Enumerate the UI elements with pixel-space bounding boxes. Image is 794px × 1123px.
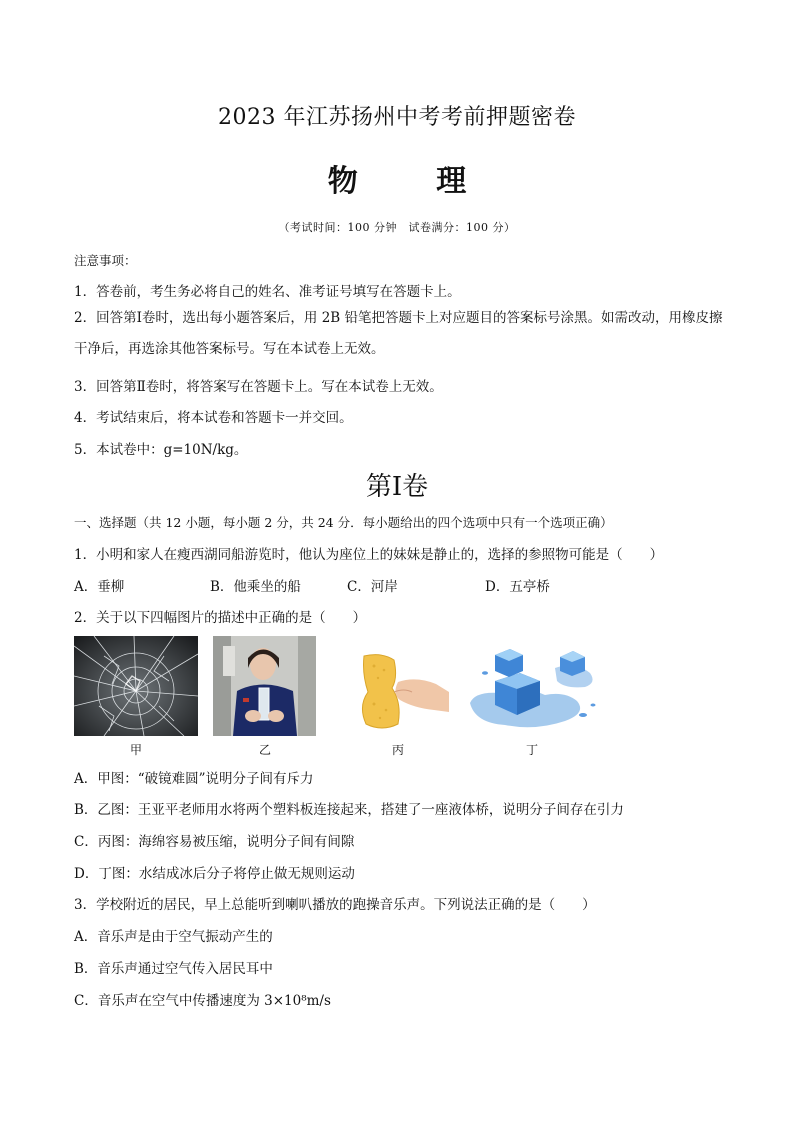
question-1-option-a: A．垂柳 xyxy=(74,579,125,595)
question-3-stem: 3．学校附近的居民，早上总能听到喇叭播放的跑操音乐声。下列说法正确的是（ ） xyxy=(74,897,596,913)
question-2-stem: 2．关于以下四幅图片的描述中正确的是（ ） xyxy=(74,610,367,626)
question-1-option-d: D．五亭桥 xyxy=(485,579,550,595)
sponge-image xyxy=(354,648,449,734)
exam-info: （考试时间：100 分钟 试卷满分：100 分） xyxy=(278,221,516,234)
notice-item-3: 3．回答第Ⅱ卷时，将答案写在答题卡上。写在本试卷上无效。 xyxy=(74,379,443,395)
broken-glass-image xyxy=(74,636,198,736)
caption-bing: 丙 xyxy=(391,743,404,757)
question-2-option-a: A．甲图：“破镜难圆”说明分子间有斥力 xyxy=(74,771,314,787)
exam-title: 2023 年江苏扬州中考考前押题密卷 xyxy=(218,105,576,130)
astronaut-liquid-bridge-image xyxy=(213,636,316,736)
question-3-option-c: C．音乐声在空气中传播速度为 3×10⁸m/s xyxy=(74,993,331,1009)
question-2-option-c: C．丙图：海绵容易被压缩，说明分子间有间隙 xyxy=(74,834,355,850)
question-3-option-b: B．音乐声通过空气传入居民耳中 xyxy=(74,961,273,977)
question-2-option-d: D．丁图：水结成冰后分子将停止做无规则运动 xyxy=(74,866,355,882)
notice-item-2: 2．回答第Ⅰ卷时，选出每小题答案后，用 2B 铅笔把答题卡上对应题目的答案标号涂黑。如需改动，用橡皮擦干净后，再选涂其他答案标号。写在本试卷上无效。 xyxy=(74,310,723,357)
notice-item-1: 1．答卷前，考生务必将自己的姓名、准考证号填写在答题卡上。 xyxy=(74,284,461,300)
ice-cubes-image xyxy=(465,643,600,733)
caption-ding: 丁 xyxy=(525,743,538,757)
question-2-option-b: B．乙图：王亚平老师用水将两个塑料板连接起来，搭建了一座液体桥，说明分子间存在引力 xyxy=(74,802,624,818)
notice-item-4: 4．考试结束后，将本试卷和答题卡一并交回。 xyxy=(74,410,353,426)
question-3-option-a: A．音乐声是由于空气振动产生的 xyxy=(74,929,273,945)
question-1-option-b: B．他乘坐的船 xyxy=(210,579,301,595)
part-heading: 一、选择题（共 12 小题，每小题 2 分，共 24 分．每小题给出的四个选项中只有一个选项正确） xyxy=(74,515,613,530)
caption-jia: 甲 xyxy=(129,743,142,757)
notice-heading: 注意事项： xyxy=(74,253,137,268)
section-title: 第Ⅰ卷 xyxy=(365,472,429,502)
question-1-option-c: C．河岸 xyxy=(347,579,398,595)
notice-item-5: 5．本试卷中：g=10N/kg。 xyxy=(74,442,248,458)
question-1-stem: 1．小明和家人在瘦西湖同船游览时，他认为座位上的妹妹是静止的，选择的参照物可能是（ ） xyxy=(74,547,664,563)
caption-yi: 乙 xyxy=(258,743,271,757)
subject-title: 物 理 xyxy=(327,164,501,199)
